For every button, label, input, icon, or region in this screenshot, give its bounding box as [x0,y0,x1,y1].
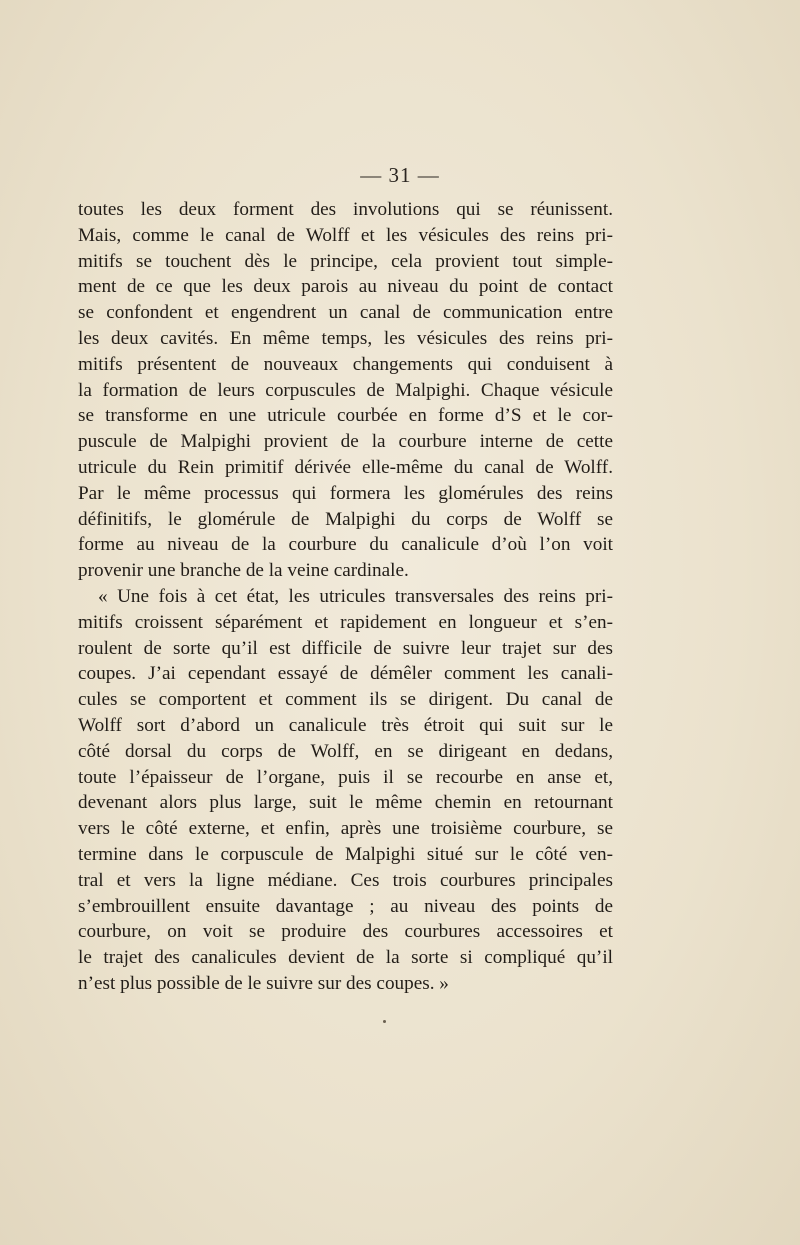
text-line: se confondent et engendrent un canal de communication entre [78,302,613,324]
text-line: devenant alors plus large, suit le même chemin en retournant [78,792,613,814]
text-line: courbure, on voit se produire des courbures accessoires et [78,921,613,943]
text-line: roulent de sorte qu’il est difficile de suivre leur trajet sur des [78,637,613,659]
text-line: « Une fois à cet état, les utricules transversales des reins pri- [98,585,613,607]
text-line: puscule de Malpighi provient de la courbure interne de cette [78,431,613,453]
text-line: vers le côté externe, et enfin, après une troisième courbure, se [78,818,613,840]
ink-speck [383,1020,386,1023]
text-line: Par le même processus qui formera les glomérules des reins [78,482,613,504]
paragraph-2 [78,584,613,997]
text-line: se transforme en une utricule courbée en forme d’S et le cor- [78,405,613,427]
text-line: toutes les deux forment des involutions qui se réunissent. [78,199,613,220]
text-line: mitifs se touchent dès le principe, cela provient tout simple- [78,250,613,272]
text-line: provenir une branche de la veine cardinale. [78,560,409,582]
text-line: tral et vers la ligne médiane. Ces trois courbures principales [78,869,613,891]
text-line: Wolff sort d’abord un canalicule très étroit qui suit sur le [78,714,613,736]
text-line: toute l’épaisseur de l’organe, puis il se recourbe en anse et, [78,766,613,788]
text-line: cules se comportent et comment ils se dirigent. Du canal de [78,689,613,711]
page-number: — 31 — [360,163,440,187]
text-line: coupes. J’ai cependant essayé de démêler comment les canali- [78,663,613,685]
text-line: côté dorsal du corps de Wolff, en se dirigeant en dedans, [78,740,613,762]
text-line: définitifs, le glomérule de Malpighi du corps de Wolff se [78,508,613,530]
text-line: n’est plus possible de le suivre sur des coupes. » [78,972,449,994]
text-line: ment de ce que les deux parois au niveau du point de contact [78,276,613,298]
body-text [78,197,613,997]
text-line: s’embrouillent ensuite davantage ; au niveau des points de [78,895,613,917]
text-line: mitifs présentent de nouveaux changements qui conduisent à [78,353,613,375]
text-line: les deux cavités. En même temps, les vésicules des reins pri- [78,327,613,349]
text-line: utricule du Rein primitif dérivée elle-même du canal de Wolff. [78,456,613,478]
text-line: termine dans le corpuscule de Malpighi situé sur le côté ven- [78,843,613,865]
text-line: Mais, comme le canal de Wolff et les vésicules des reins pri- [78,224,613,246]
text-line: le trajet des canalicules devient de la sorte si compliqué qu’il [78,947,613,969]
text-line: mitifs croissent séparément et rapidement en longueur et s’en- [78,611,613,633]
paragraph-1 [78,197,613,584]
text-line: forme au niveau de la courbure du canalicule d’où l’on voit [78,534,613,556]
text-line: la formation de leurs corpuscules de Malpighi. Chaque vésicule [78,379,613,401]
